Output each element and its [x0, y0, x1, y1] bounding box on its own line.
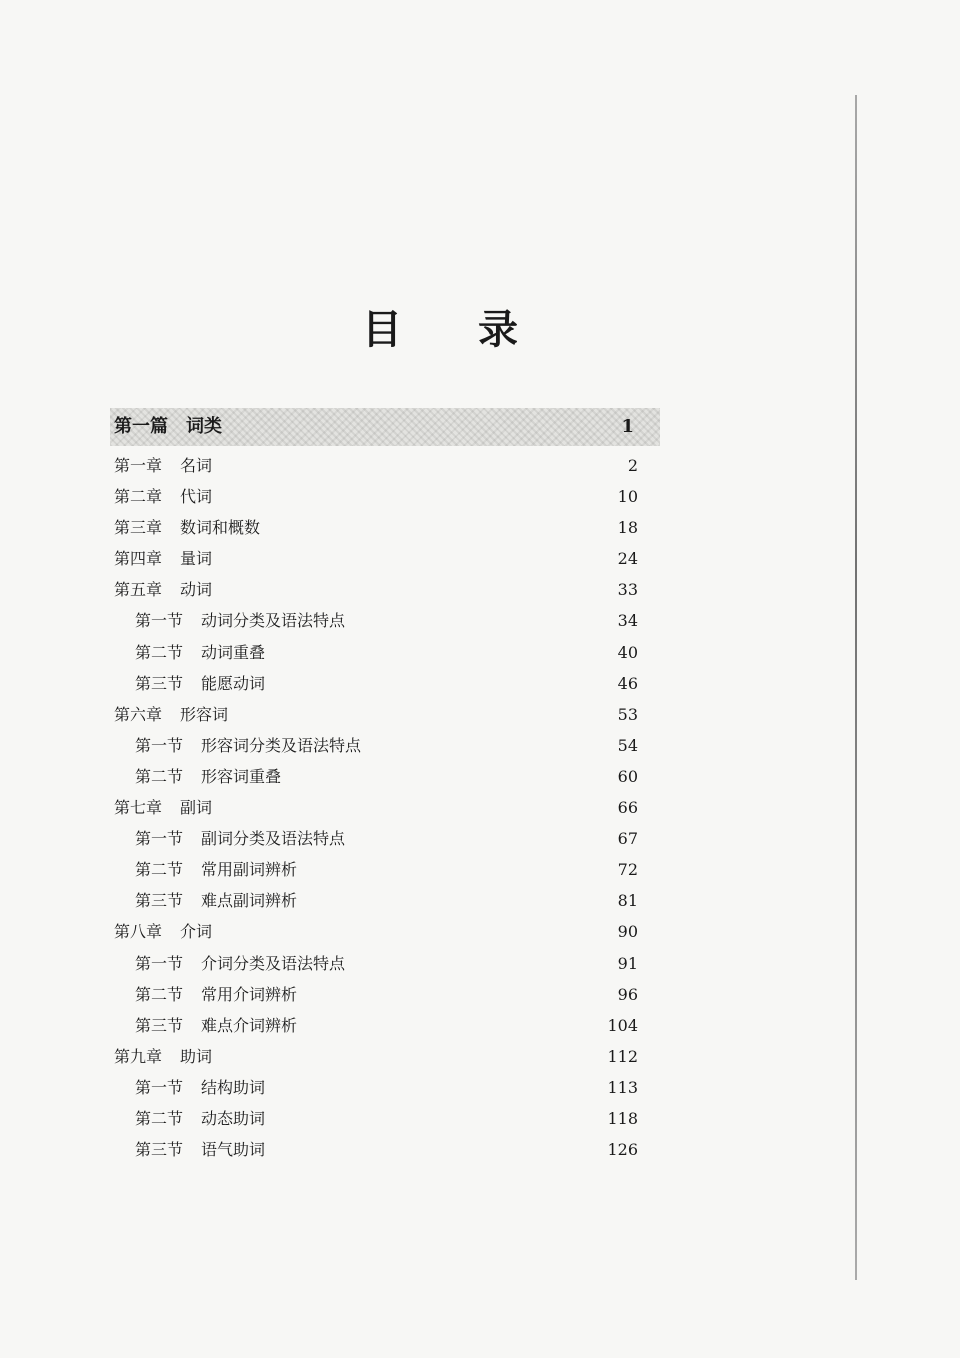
toc-chapter-row[interactable]	[110, 543, 660, 574]
toc-entry-name: 能愿动词	[201, 673, 266, 693]
toc-chapter-row[interactable]	[110, 916, 660, 947]
toc-section-row[interactable]	[110, 823, 660, 854]
toc-entry-page: 90	[617, 922, 638, 942]
toc-chapter-row[interactable]	[110, 792, 660, 823]
toc-entry-number: 第五章	[114, 580, 163, 600]
toc-chapter-row[interactable]	[110, 1041, 660, 1072]
toc-entry-label	[135, 637, 265, 668]
toc-section-row[interactable]	[110, 948, 660, 979]
toc-entry-label	[114, 512, 260, 543]
toc-entry-name: 介词	[180, 922, 213, 942]
toc-entry-number: 第六章	[114, 704, 163, 724]
toc-section-row[interactable]	[110, 885, 660, 916]
toc-entry-label	[114, 450, 212, 481]
toc-entry-label	[114, 699, 228, 730]
toc-chapter-row[interactable]	[110, 699, 660, 730]
toc-entry-label	[114, 481, 212, 512]
toc-entry-page: 96	[617, 984, 638, 1004]
toc-entry-page: 66	[617, 798, 638, 818]
toc-entry-number: 第一节	[135, 611, 184, 631]
toc-part-row[interactable]	[110, 408, 660, 446]
toc-entry-name: 形容词重叠	[201, 766, 282, 786]
toc-entry-name: 动词	[180, 580, 213, 600]
toc-entry-name: 结构助词	[201, 1077, 266, 1097]
toc-entry-number: 第四章	[114, 549, 163, 569]
toc-chapter-row[interactable]	[110, 481, 660, 512]
toc-entry-label	[114, 1041, 212, 1072]
toc-chapter-row[interactable]	[110, 512, 660, 543]
toc-entry-page: 60	[617, 766, 638, 786]
toc-entry-number: 第一节	[135, 953, 184, 973]
toc-entry-page: 24	[617, 549, 638, 569]
toc-section-row[interactable]	[110, 1010, 660, 1041]
toc-entry-page: 2	[627, 456, 638, 475]
toc-entry-name: 常用介词辨析	[201, 984, 298, 1004]
toc-entry-label	[135, 948, 345, 979]
toc-entry-number: 第三节	[135, 673, 184, 693]
toc-entry-name: 形容词	[180, 704, 229, 724]
toc-entry-number: 第一章	[114, 456, 163, 475]
toc-chapter-row[interactable]	[110, 450, 660, 481]
title-char-2: 录	[478, 307, 518, 353]
title-char-1: 目	[362, 307, 402, 353]
toc-part-name: 词类	[186, 416, 222, 437]
toc-entry-number: 第二章	[114, 487, 163, 507]
toc-entry-page: 126	[607, 1140, 638, 1160]
toc-entry-page: 104	[607, 1015, 638, 1035]
toc-section-row[interactable]	[110, 605, 660, 636]
toc-entry-name: 介词分类及语法特点	[201, 953, 346, 973]
toc-entry-number: 第九章	[114, 1046, 163, 1066]
toc-entry-label	[135, 668, 265, 699]
toc-entry-label	[114, 543, 212, 574]
toc-entry-name: 量词	[180, 549, 213, 569]
toc-entry-label	[135, 979, 297, 1010]
toc-entry-label	[135, 1134, 265, 1165]
toc-entry-number: 第二节	[135, 1108, 184, 1128]
toc-entry-label	[135, 823, 345, 854]
toc-entry-label	[135, 1010, 297, 1041]
toc-section-row[interactable]	[110, 979, 660, 1010]
toc-entry-number: 第二节	[135, 766, 184, 786]
toc-entry-number: 第八章	[114, 922, 163, 942]
toc-section-row[interactable]	[110, 1103, 660, 1134]
toc-section-row[interactable]	[110, 637, 660, 668]
toc-entry-label	[135, 885, 297, 916]
toc-entry-page: 10	[617, 487, 638, 507]
toc-entry-page: 33	[617, 580, 638, 600]
toc-section-row[interactable]	[110, 761, 660, 792]
toc-entry-label	[135, 730, 361, 761]
toc-entry-number: 第二节	[135, 860, 184, 880]
toc-entry-label	[135, 854, 297, 885]
toc-entry-label	[114, 574, 212, 605]
toc-entry-name: 名词	[180, 456, 213, 475]
toc-entry-label	[135, 605, 345, 636]
toc-entry-number: 第二节	[135, 642, 184, 662]
toc-entry-name: 形容词分类及语法特点	[201, 735, 362, 755]
toc-entry-name: 助词	[180, 1046, 213, 1066]
toc-entry-page: 46	[617, 673, 638, 693]
toc-entry-number: 第三章	[114, 518, 163, 538]
toc-section-row[interactable]	[110, 730, 660, 761]
toc-entry-name: 副词分类及语法特点	[201, 829, 346, 849]
toc-entry-number: 第一节	[135, 829, 184, 849]
toc-entry-page: 67	[617, 829, 638, 849]
toc-entry-name: 副词	[180, 798, 213, 818]
toc-part-page: 1	[621, 416, 634, 437]
toc-entry-name: 难点副词辨析	[201, 891, 298, 911]
toc-section-row[interactable]	[110, 668, 660, 699]
toc-section-row[interactable]	[110, 854, 660, 885]
toc-part-number: 第一篇	[114, 416, 168, 437]
toc-entry-name: 语气助词	[201, 1140, 266, 1160]
toc-entry-number: 第三节	[135, 1140, 184, 1160]
toc-entry-number: 第三节	[135, 1015, 184, 1035]
toc-entry-label	[135, 1103, 265, 1134]
toc-entry-name: 代词	[180, 487, 213, 507]
toc-entry-number: 第七章	[114, 798, 163, 818]
toc-entry-page: 81	[617, 891, 638, 911]
toc-entry-name: 难点介词辨析	[201, 1015, 298, 1035]
toc-entry-name: 数词和概数	[180, 518, 261, 538]
table-of-contents	[110, 408, 660, 1165]
toc-part-label	[114, 408, 222, 446]
toc-entry-name: 动态助词	[201, 1108, 266, 1128]
toc-entry-number: 第二节	[135, 984, 184, 1004]
toc-entry-page: 113	[607, 1077, 638, 1097]
toc-entry-name: 动词分类及语法特点	[201, 611, 346, 631]
toc-entry-label	[135, 761, 281, 792]
toc-entry-number: 第三节	[135, 891, 184, 911]
page-title	[0, 298, 880, 355]
toc-entry-page: 118	[607, 1108, 638, 1128]
toc-section-row[interactable]	[110, 1134, 660, 1165]
toc-entry-page: 54	[617, 735, 638, 755]
toc-entries	[110, 450, 660, 1165]
toc-entry-page: 18	[617, 518, 638, 538]
toc-entry-page: 34	[617, 611, 638, 631]
toc-entry-label	[135, 1072, 265, 1103]
toc-entry-page: 72	[617, 860, 638, 880]
toc-entry-page: 40	[617, 642, 638, 662]
toc-entry-page: 53	[617, 704, 638, 724]
toc-entry-page: 91	[617, 953, 638, 973]
toc-entry-number: 第一节	[135, 735, 184, 755]
toc-section-row[interactable]	[110, 1072, 660, 1103]
toc-entry-label	[114, 916, 212, 947]
toc-entry-number: 第一节	[135, 1077, 184, 1097]
toc-entry-label	[114, 792, 212, 823]
scan-edge-line	[855, 95, 857, 1280]
toc-chapter-row[interactable]	[110, 574, 660, 605]
toc-entry-name: 常用副词辨析	[201, 860, 298, 880]
toc-entry-name: 动词重叠	[201, 642, 266, 662]
toc-entry-page: 112	[607, 1046, 638, 1066]
